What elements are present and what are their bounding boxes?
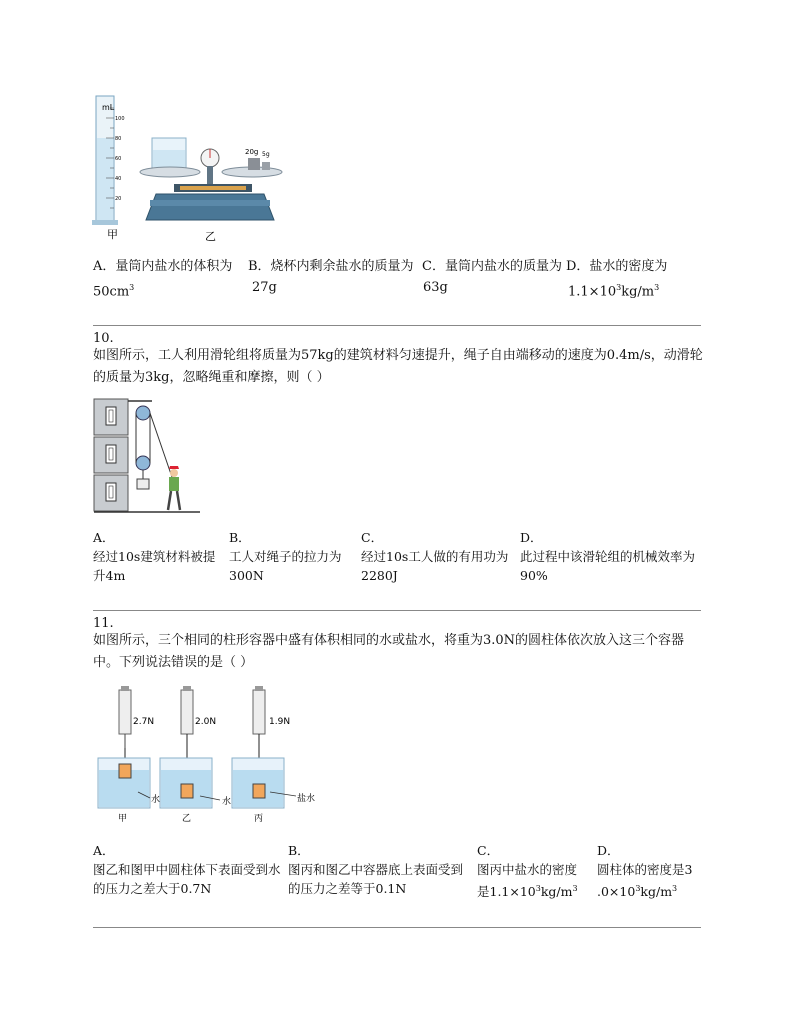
container-jia: [98, 758, 150, 808]
cylinder-tick: 80: [115, 136, 122, 142]
weight-label-5g: 5g: [262, 151, 270, 158]
q11-option-d: D． 圆柱体的密度是3 $.0\times 10^3kg/m^3$: [597, 843, 693, 900]
fixed-pulley: [136, 406, 150, 420]
cylinder-unit: mL: [102, 103, 115, 112]
fig-label-yi: 乙: [182, 814, 192, 824]
q11-option-a: A． 图乙和图甲中圆柱体下表面受到水的压力之差大于0.7N: [93, 843, 281, 896]
fig-label-bing: 丙: [254, 814, 264, 824]
q11-text: 如图所示，三个相同的柱形容器中盛有体积相同的水或盐水，将重为3.0N的圆柱体依次放入这三个容器中。下列说法错误的是（ ）: [93, 633, 685, 670]
q9-option-a-value: $50cm^3$: [93, 283, 135, 300]
building-material: [137, 479, 149, 489]
q10-number: 10.: [93, 331, 114, 346]
reading-yi: 2.0N: [195, 717, 217, 727]
reading-jia: 2.7N: [133, 717, 155, 727]
q10-option-a: A． 经过10s建筑材料被提升4m: [93, 530, 216, 583]
q10-pulley-figure: [92, 395, 204, 517]
q11-number: 11.: [93, 616, 114, 631]
reading-bing: 1.9N: [269, 717, 291, 727]
q9-option-c-value: 63g: [423, 280, 448, 295]
fig-label-jia: 甲: [107, 228, 118, 241]
container-bing: [232, 758, 284, 808]
cylinder-tick: 100: [115, 116, 125, 122]
liquid-label-bing: 盐水: [297, 794, 316, 804]
fig-label-jia: 甲: [118, 814, 128, 824]
q9-option-b-value: 27g: [252, 280, 277, 295]
container-yi: [160, 758, 212, 808]
q10-text: 如图所示，工人利用滑轮组将质量为57kg的建筑材料匀速提升，绳子自由端移动的速度为0.4m/s，动滑轮的质量为3kg，忽略绳重和摩擦，则（ ）: [93, 348, 703, 385]
movable-pulley: [136, 456, 150, 470]
cylinder-tick: 60: [115, 156, 122, 162]
q10-option-c: C． 经过10s工人做的有用功为2280J: [361, 530, 509, 583]
building: [94, 399, 128, 511]
q11-option-c: C． 图丙中盐水的密度 是$1.1\times 10^3kg/m^3$: [477, 843, 578, 900]
cylinder-tick: 20: [115, 196, 122, 202]
q9-option-a-label: A．量筒内盐水的体积为: [93, 259, 233, 274]
q10-option-d: D． 此过程中该滑轮组的机械效率为90%: [520, 530, 696, 583]
worker: [168, 466, 180, 510]
fig-label-yi: 乙: [205, 230, 216, 243]
q11-figure: [90, 684, 330, 826]
liquid-label-yi: 水: [222, 797, 232, 807]
q9-option-b-label: B．烧杯内剩余盐水的质量为: [248, 259, 414, 274]
q9-figure: [90, 90, 290, 250]
q9-option-d-value: $1.1\times 10^3kg/m^3$: [568, 283, 660, 300]
q10-option-b: B． 工人对绳子的拉力为300N: [229, 530, 342, 583]
balance-scale: [140, 138, 282, 220]
divider: [93, 610, 701, 611]
spring-scale-jia: [119, 686, 131, 764]
divider: [93, 927, 701, 928]
liquid-label-jia: 水: [151, 795, 161, 805]
weight-label-20g: 20g: [245, 148, 259, 156]
cylinder-tick: 40: [115, 176, 122, 182]
q11-option-b: B． 图丙和图乙中容器底上表面受到的压力之差等于0.1N: [288, 843, 464, 896]
q9-option-c-label: C．量筒内盐水的质量为: [422, 259, 562, 274]
q9-option-d-label: D．盐水的密度为: [566, 259, 668, 274]
divider: [93, 325, 701, 326]
